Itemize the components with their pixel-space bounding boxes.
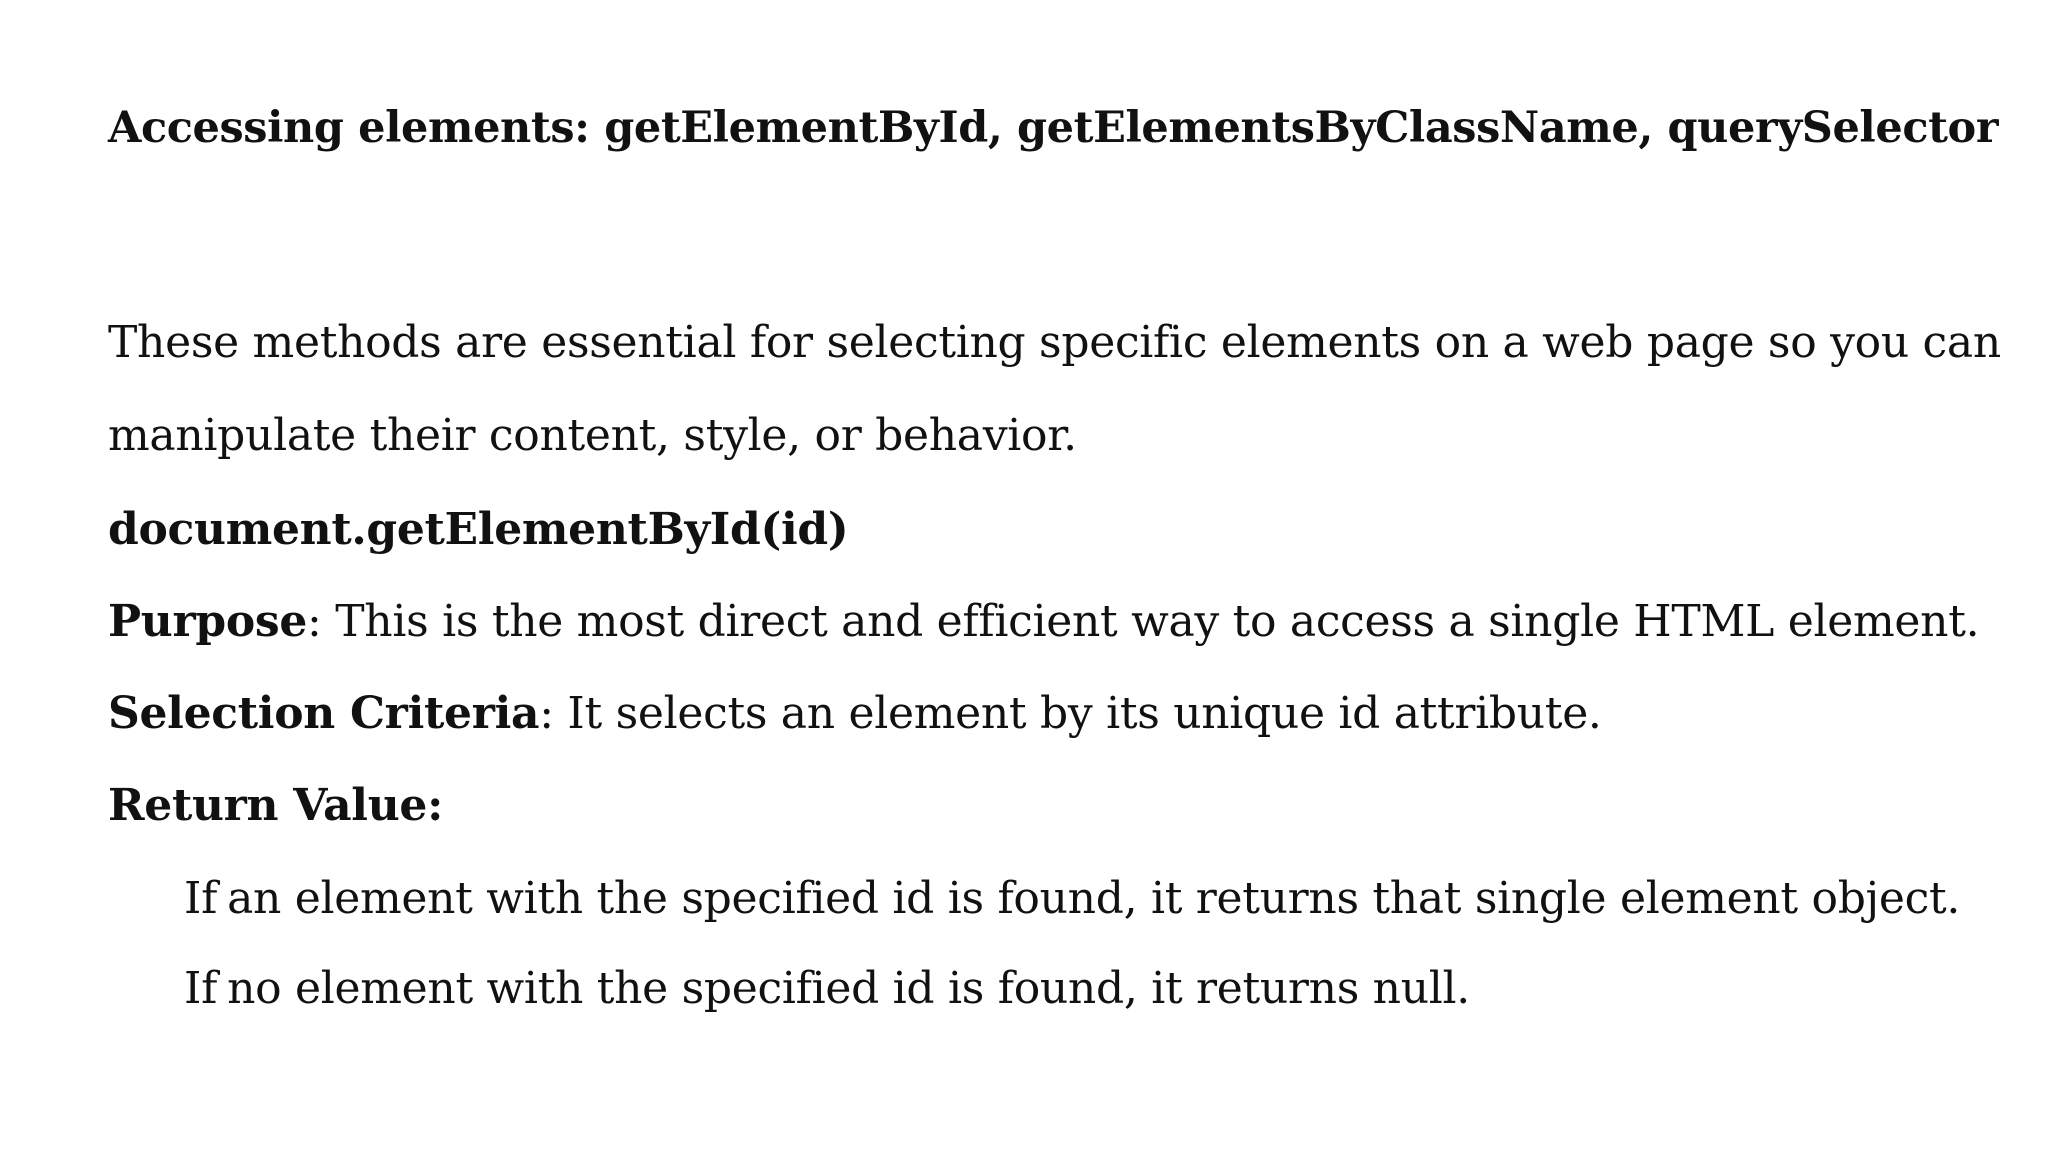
purpose-text: : This is the most direct and efficient way to access a single HTML element. bbox=[307, 596, 1980, 647]
purpose-label: Purpose bbox=[108, 596, 308, 647]
return-value-item bbox=[184, 961, 1470, 1017]
intro-paragraph bbox=[108, 296, 2001, 482]
return-value-item-text: an element with the specified id is found, it returns that single element object. bbox=[227, 873, 1961, 924]
return-value-item-text: no element with the specified id is found, it returns null. bbox=[227, 963, 1470, 1014]
return-value-item bbox=[184, 871, 1960, 927]
page-title: Accessing elements: getElementById, getElementsByClassName, querySelector bbox=[108, 103, 1999, 153]
criteria-label: Selection Criteria bbox=[108, 688, 540, 739]
method-heading: document.getElementById(id) bbox=[108, 504, 849, 555]
intro-line-1: These methods are essential for selecting specific elements on a web page so you can bbox=[108, 317, 2001, 368]
purpose-row bbox=[108, 594, 1979, 650]
criteria-text: : It selects an element by its unique id attribute. bbox=[539, 688, 1602, 739]
intro-line-2: manipulate their content, style, or behavior. bbox=[108, 410, 1077, 461]
return-value-item-lead: If bbox=[184, 873, 218, 924]
return-value-item-lead: If bbox=[184, 963, 218, 1014]
document-page bbox=[108, 0, 2001, 1152]
return-value-label: Return Value: bbox=[108, 780, 444, 831]
criteria-row bbox=[108, 686, 1602, 742]
